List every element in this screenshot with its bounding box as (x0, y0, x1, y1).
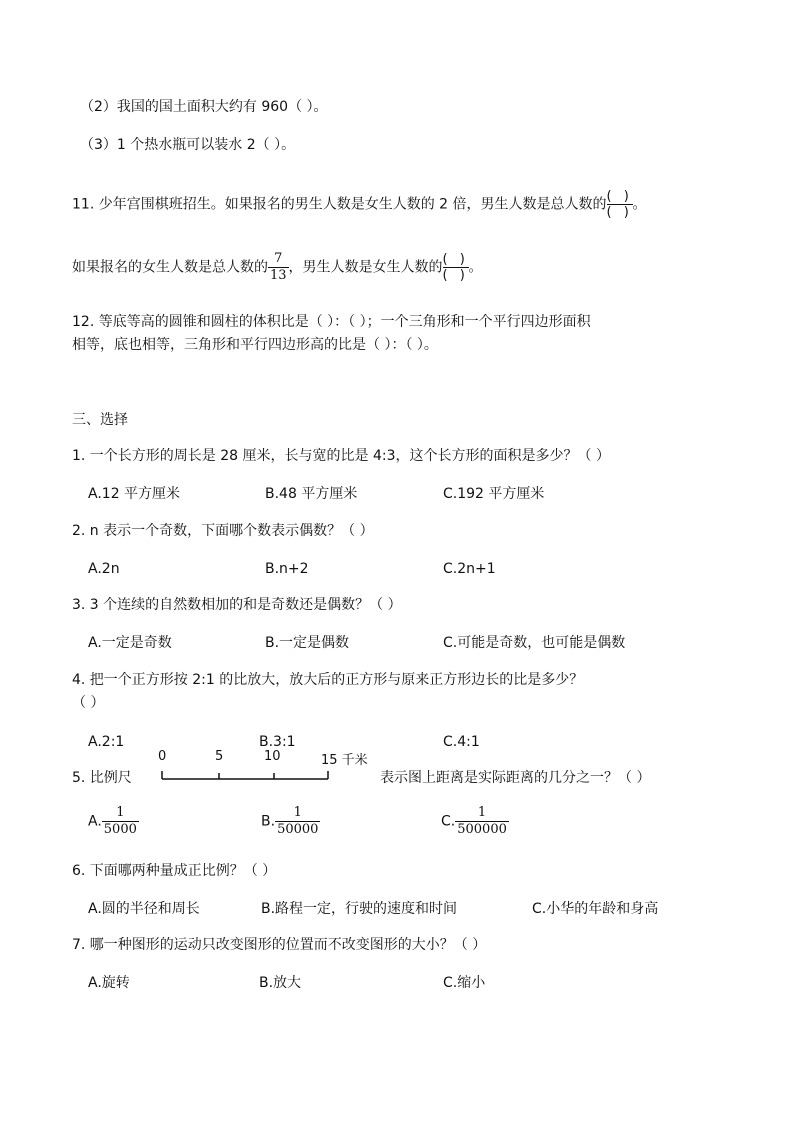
q7-option-a[interactable]: A.旋转 (88, 975, 130, 991)
q4-stem: 4. 把一个正方形按 2:1 的比放大，放大后的正方形与原来正方形边长的比是多少？ (72, 672, 584, 688)
q11-blank-fraction-1[interactable] (607, 190, 633, 219)
q5-option-c-label: C. (441, 813, 456, 830)
q6-option-b[interactable]: B.路程一定，行驶的速度和时间 (261, 901, 458, 917)
q12-line-2: 相等，底也相等，三角形和平行四边形高的比是（ ）：（ ）。 (72, 337, 438, 353)
q5-option-b-fraction: $\frac{1}{50000}$ (277, 805, 319, 837)
q1-option-b[interactable]: B.48 平方厘米 (265, 486, 358, 502)
scale-label-0: 0 (158, 749, 167, 764)
q5-option-b-label: B. (261, 813, 276, 830)
q6-option-a[interactable]: A.圆的半径和周长 (88, 901, 200, 917)
q10-2-text: （2）我国的国土面积大约有 960（ ）。 (80, 99, 328, 115)
q11-blank-fraction-2[interactable]: $\frac{( )}{( )}$ (442, 252, 469, 283)
q6-stem: 6. 下面哪两种量成正比例？（ ） (72, 863, 277, 879)
q5-stem-suffix: 表示图上距离是实际距离的几分之一？（ ） (380, 770, 651, 786)
q10-3-text: （3）1 个热水瓶可以装水 2（ ）。 (80, 137, 296, 153)
scale-label-10: 10 (264, 749, 281, 764)
scale-label-5: 5 (215, 749, 224, 764)
scale-bar (160, 749, 370, 789)
q11-text-c: ，男生人数是女生人数的 (288, 259, 443, 276)
q11-text-a: 11. 少年宫围棋班招生。如果报名的男生人数是女生人数的 2 倍，男生人数是总人数的 (72, 196, 607, 213)
scale-bar-line (160, 767, 370, 783)
q5-option-a-label: A. (88, 813, 102, 830)
q5-option-c[interactable] (441, 806, 509, 837)
q6-option-c[interactable]: C.小华的年龄和身高 (532, 901, 659, 917)
q1-option-a[interactable]: A.12 平方厘米 (88, 486, 181, 502)
q4-option-a[interactable]: A.2:1 (88, 734, 125, 750)
q7-stem: 7. 哪一种图形的运动只改变图形的位置而不改变图形的大小？（ ） (72, 937, 487, 953)
blank-den: ( ) (606, 205, 633, 220)
q11-period-1: 。 (632, 196, 647, 213)
q5-stem-prefix: 5. 比例尺 (72, 770, 132, 786)
q12-line-1: 12. 等底等高的圆锥和圆柱的体积比是（ ）：（ ）；一个三角形和一个平行四边形面积 (72, 314, 591, 330)
q2-option-a[interactable]: A.2n (88, 561, 120, 577)
scale-label-15: 15 千米 (321, 753, 368, 768)
q4-option-b[interactable]: B.3:1 (259, 734, 296, 750)
q4-stem-paren: （ ） (72, 695, 105, 711)
q11-text-b: 如果报名的女生人数是总人数的 (72, 259, 268, 276)
q2-stem: 2. n 表示一个奇数，下面哪个数表示偶数？（ ） (72, 523, 374, 539)
q2-option-b[interactable]: B.n+2 (265, 561, 309, 577)
q3-stem: 3. 3 个连续的自然数相加的和是奇数还是偶数？（ ） (72, 597, 402, 613)
section-title: 三、选择 (72, 412, 128, 428)
q1-option-c[interactable]: C.192 平方厘米 (443, 486, 545, 502)
q4-option-c[interactable]: C.4:1 (443, 734, 480, 750)
q7-option-c[interactable]: C.缩小 (443, 975, 486, 991)
q3-option-c[interactable]: C.可能是奇数，也可能是偶数 (443, 635, 626, 651)
q11-line-1 (72, 190, 647, 219)
q11-fraction-7-13: $\frac{7}{13}$ (270, 251, 287, 283)
q5-option-a[interactable] (88, 806, 139, 837)
q5-option-c-fraction: $\frac{1}{500000}$ (457, 805, 507, 837)
q2-option-c[interactable]: C.2n+1 (443, 561, 496, 577)
q11-period-2: 。 (468, 259, 483, 276)
q5-option-b[interactable] (261, 806, 320, 837)
q3-option-b[interactable]: B.一定是偶数 (265, 635, 350, 651)
q1-stem: 1. 一个长方形的周长是 28 厘米，长与宽的比是 4:3，这个长方形的面积是多少？（ ） (72, 448, 610, 464)
q5-option-a-fraction: $\frac{1}{5000}$ (103, 805, 137, 837)
q11-line-2 (72, 252, 483, 283)
q7-option-b[interactable]: B.放大 (259, 975, 302, 991)
blank-num: ( ) (606, 189, 633, 204)
q3-option-a[interactable]: A.一定是奇数 (88, 635, 172, 651)
